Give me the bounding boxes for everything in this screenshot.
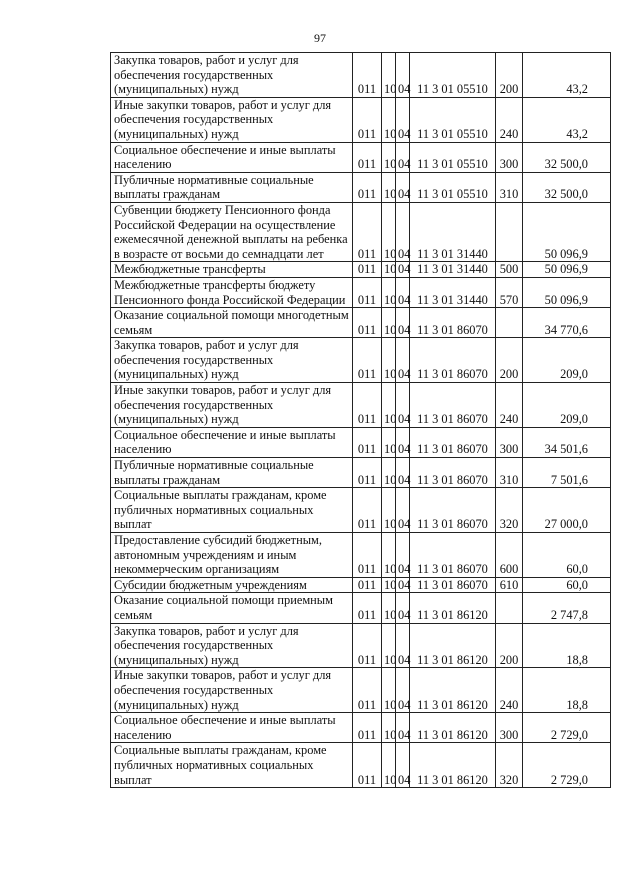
row-subsection-cell: 04 bbox=[396, 713, 410, 743]
row-section-cell: 10 bbox=[382, 308, 396, 338]
row-amount-cell: 50 096,9 bbox=[523, 202, 611, 261]
row-grbs-cell: 011 bbox=[353, 533, 382, 578]
row-section-cell: 10 bbox=[382, 277, 396, 307]
row-target-article-cell: 11 3 01 86120 bbox=[410, 623, 496, 668]
row-amount-cell: 43,2 bbox=[523, 53, 611, 98]
table-row bbox=[111, 668, 611, 713]
row-target-article-cell: 11 3 01 86070 bbox=[410, 338, 496, 383]
row-amount-cell: 50 096,9 bbox=[523, 277, 611, 307]
row-expense-type-cell bbox=[496, 202, 523, 261]
table-row bbox=[111, 577, 611, 593]
row-grbs-cell: 011 bbox=[353, 202, 382, 261]
row-amount-cell: 32 500,0 bbox=[523, 142, 611, 172]
row-amount-cell: 50 096,9 bbox=[523, 262, 611, 278]
row-subsection-cell: 04 bbox=[396, 172, 410, 202]
row-amount-cell: 209,0 bbox=[523, 383, 611, 428]
row-section-cell: 10 bbox=[382, 262, 396, 278]
row-expense-type-cell: 240 bbox=[496, 383, 523, 428]
row-name-cell: Закупка товаров, работ и услуг для обеспечения государственных (муниципальных) нужд bbox=[111, 623, 353, 668]
row-subsection-cell: 04 bbox=[396, 488, 410, 533]
row-grbs-cell: 011 bbox=[353, 97, 382, 142]
row-amount-cell: 34 501,6 bbox=[523, 427, 611, 457]
table-row bbox=[111, 308, 611, 338]
row-target-article-cell: 11 3 01 86120 bbox=[410, 668, 496, 713]
row-amount-cell: 2 747,8 bbox=[523, 593, 611, 623]
row-name-cell: Публичные нормативные социальные выплаты гражданам bbox=[111, 458, 353, 488]
row-subsection-cell: 04 bbox=[396, 668, 410, 713]
table-row bbox=[111, 623, 611, 668]
row-subsection-cell: 04 bbox=[396, 262, 410, 278]
row-target-article-cell: 11 3 01 86120 bbox=[410, 713, 496, 743]
table-row bbox=[111, 488, 611, 533]
table-row bbox=[111, 593, 611, 623]
row-expense-type-cell: 300 bbox=[496, 142, 523, 172]
row-name-cell: Социальное обеспечение и иные выплаты населению bbox=[111, 713, 353, 743]
row-subsection-cell: 04 bbox=[396, 427, 410, 457]
row-section-cell: 10 bbox=[382, 97, 396, 142]
budget-table bbox=[110, 52, 611, 788]
row-amount-cell: 2 729,0 bbox=[523, 713, 611, 743]
row-grbs-cell: 011 bbox=[353, 458, 382, 488]
row-target-article-cell: 11 3 01 05510 bbox=[410, 172, 496, 202]
row-target-article-cell: 11 3 01 31440 bbox=[410, 262, 496, 278]
row-section-cell: 10 bbox=[382, 383, 396, 428]
page-number: 97 bbox=[314, 31, 326, 45]
row-name-cell: Межбюджетные трансферты bbox=[111, 262, 353, 278]
row-target-article-cell: 11 3 01 86070 bbox=[410, 488, 496, 533]
row-grbs-cell: 011 bbox=[353, 623, 382, 668]
row-grbs-cell: 011 bbox=[353, 277, 382, 307]
row-expense-type-cell: 200 bbox=[496, 53, 523, 98]
row-target-article-cell: 11 3 01 31440 bbox=[410, 277, 496, 307]
row-section-cell: 10 bbox=[382, 53, 396, 98]
table-row bbox=[111, 427, 611, 457]
row-grbs-cell: 011 bbox=[353, 668, 382, 713]
row-section-cell: 10 bbox=[382, 488, 396, 533]
row-name-cell: Иные закупки товаров, работ и услуг для обеспечения государственных (муниципальных) нужд bbox=[111, 668, 353, 713]
row-expense-type-cell: 500 bbox=[496, 262, 523, 278]
table-row bbox=[111, 533, 611, 578]
row-grbs-cell: 011 bbox=[353, 743, 382, 788]
row-subsection-cell: 04 bbox=[396, 142, 410, 172]
row-name-cell: Социальное обеспечение и иные выплаты населению bbox=[111, 142, 353, 172]
row-grbs-cell: 011 bbox=[353, 308, 382, 338]
table-row bbox=[111, 713, 611, 743]
row-amount-cell: 32 500,0 bbox=[523, 172, 611, 202]
row-amount-cell: 18,8 bbox=[523, 623, 611, 668]
row-subsection-cell: 04 bbox=[396, 277, 410, 307]
table-row bbox=[111, 743, 611, 788]
row-name-cell: Оказание социальной помощи приемным семьям bbox=[111, 593, 353, 623]
row-subsection-cell: 04 bbox=[396, 383, 410, 428]
row-grbs-cell: 011 bbox=[353, 142, 382, 172]
row-grbs-cell: 011 bbox=[353, 338, 382, 383]
row-grbs-cell: 011 bbox=[353, 383, 382, 428]
table-row bbox=[111, 262, 611, 278]
row-subsection-cell: 04 bbox=[396, 458, 410, 488]
row-subsection-cell: 04 bbox=[396, 593, 410, 623]
row-expense-type-cell bbox=[496, 593, 523, 623]
row-section-cell: 10 bbox=[382, 202, 396, 261]
row-expense-type-cell: 240 bbox=[496, 668, 523, 713]
row-target-article-cell: 11 3 01 86070 bbox=[410, 577, 496, 593]
row-name-cell: Межбюджетные трансферты бюджету Пенсионного фонда Российской Федерации bbox=[111, 277, 353, 307]
table-row bbox=[111, 97, 611, 142]
row-target-article-cell: 11 3 01 86070 bbox=[410, 427, 496, 457]
table-row bbox=[111, 53, 611, 98]
row-amount-cell: 209,0 bbox=[523, 338, 611, 383]
table-row bbox=[111, 142, 611, 172]
row-section-cell: 10 bbox=[382, 338, 396, 383]
row-expense-type-cell: 300 bbox=[496, 427, 523, 457]
row-section-cell: 10 bbox=[382, 623, 396, 668]
row-amount-cell: 34 770,6 bbox=[523, 308, 611, 338]
row-expense-type-cell: 310 bbox=[496, 172, 523, 202]
row-section-cell: 10 bbox=[382, 593, 396, 623]
table-row bbox=[111, 202, 611, 261]
row-target-article-cell: 11 3 01 05510 bbox=[410, 142, 496, 172]
table-row bbox=[111, 383, 611, 428]
row-name-cell: Оказание социальной помощи многодетным семьям bbox=[111, 308, 353, 338]
row-name-cell: Субсидии бюджетным учреждениям bbox=[111, 577, 353, 593]
row-amount-cell: 43,2 bbox=[523, 97, 611, 142]
row-expense-type-cell: 200 bbox=[496, 338, 523, 383]
row-expense-type-cell: 320 bbox=[496, 488, 523, 533]
row-target-article-cell: 11 3 01 86070 bbox=[410, 308, 496, 338]
row-expense-type-cell bbox=[496, 308, 523, 338]
row-target-article-cell: 11 3 01 05510 bbox=[410, 97, 496, 142]
row-amount-cell: 60,0 bbox=[523, 533, 611, 578]
row-expense-type-cell: 570 bbox=[496, 277, 523, 307]
row-name-cell: Иные закупки товаров, работ и услуг для обеспечения государственных (муниципальных) нужд bbox=[111, 383, 353, 428]
row-name-cell: Социальные выплаты гражданам, кроме публичных нормативных социальных выплат bbox=[111, 743, 353, 788]
row-target-article-cell: 11 3 01 86120 bbox=[410, 593, 496, 623]
row-section-cell: 10 bbox=[382, 427, 396, 457]
row-name-cell: Закупка товаров, работ и услуг для обеспечения государственных (муниципальных) нужд bbox=[111, 53, 353, 98]
row-name-cell: Предоставление субсидий бюджетным, автономным учреждениям и иным некоммерческим организациям bbox=[111, 533, 353, 578]
table-row bbox=[111, 172, 611, 202]
row-subsection-cell: 04 bbox=[396, 623, 410, 668]
table-row bbox=[111, 277, 611, 307]
row-expense-type-cell: 200 bbox=[496, 623, 523, 668]
row-name-cell: Закупка товаров, работ и услуг для обеспечения государственных (муниципальных) нужд bbox=[111, 338, 353, 383]
row-target-article-cell: 11 3 01 31440 bbox=[410, 202, 496, 261]
row-target-article-cell: 11 3 01 86120 bbox=[410, 743, 496, 788]
row-grbs-cell: 011 bbox=[353, 593, 382, 623]
row-subsection-cell: 04 bbox=[396, 202, 410, 261]
row-section-cell: 10 bbox=[382, 713, 396, 743]
row-grbs-cell: 011 bbox=[353, 488, 382, 533]
row-subsection-cell: 04 bbox=[396, 743, 410, 788]
row-grbs-cell: 011 bbox=[353, 262, 382, 278]
row-expense-type-cell: 240 bbox=[496, 97, 523, 142]
row-section-cell: 10 bbox=[382, 458, 396, 488]
row-target-article-cell: 11 3 01 86070 bbox=[410, 533, 496, 578]
row-expense-type-cell: 600 bbox=[496, 533, 523, 578]
row-target-article-cell: 11 3 01 86070 bbox=[410, 458, 496, 488]
row-amount-cell: 18,8 bbox=[523, 668, 611, 713]
table-row bbox=[111, 458, 611, 488]
row-amount-cell: 60,0 bbox=[523, 577, 611, 593]
row-subsection-cell: 04 bbox=[396, 308, 410, 338]
row-target-article-cell: 11 3 01 05510 bbox=[410, 53, 496, 98]
row-subsection-cell: 04 bbox=[396, 338, 410, 383]
row-subsection-cell: 04 bbox=[396, 97, 410, 142]
row-name-cell: Социальное обеспечение и иные выплаты населению bbox=[111, 427, 353, 457]
row-target-article-cell: 11 3 01 86070 bbox=[410, 383, 496, 428]
row-grbs-cell: 011 bbox=[353, 577, 382, 593]
row-expense-type-cell: 310 bbox=[496, 458, 523, 488]
row-expense-type-cell: 320 bbox=[496, 743, 523, 788]
row-subsection-cell: 04 bbox=[396, 53, 410, 98]
row-grbs-cell: 011 bbox=[353, 427, 382, 457]
row-subsection-cell: 04 bbox=[396, 533, 410, 578]
row-subsection-cell: 04 bbox=[396, 577, 410, 593]
row-name-cell: Публичные нормативные социальные выплаты гражданам bbox=[111, 172, 353, 202]
row-amount-cell: 2 729,0 bbox=[523, 743, 611, 788]
row-grbs-cell: 011 bbox=[353, 53, 382, 98]
budget-table-body bbox=[111, 53, 611, 788]
row-name-cell: Иные закупки товаров, работ и услуг для обеспечения государственных (муниципальных) нужд bbox=[111, 97, 353, 142]
row-section-cell: 10 bbox=[382, 142, 396, 172]
row-expense-type-cell: 300 bbox=[496, 713, 523, 743]
row-amount-cell: 27 000,0 bbox=[523, 488, 611, 533]
row-expense-type-cell: 610 bbox=[496, 577, 523, 593]
row-section-cell: 10 bbox=[382, 743, 396, 788]
row-name-cell: Субвенции бюджету Пенсионного фонда Российской Федерации на осуществление ежемесячной денежной выплаты на ребенка в возрасте от восьми до семнадцати лет bbox=[111, 202, 353, 261]
row-section-cell: 10 bbox=[382, 577, 396, 593]
row-section-cell: 10 bbox=[382, 533, 396, 578]
row-grbs-cell: 011 bbox=[353, 172, 382, 202]
row-name-cell: Социальные выплаты гражданам, кроме публичных нормативных социальных выплат bbox=[111, 488, 353, 533]
table-row bbox=[111, 338, 611, 383]
row-section-cell: 10 bbox=[382, 172, 396, 202]
row-amount-cell: 7 501,6 bbox=[523, 458, 611, 488]
row-grbs-cell: 011 bbox=[353, 713, 382, 743]
row-section-cell: 10 bbox=[382, 668, 396, 713]
